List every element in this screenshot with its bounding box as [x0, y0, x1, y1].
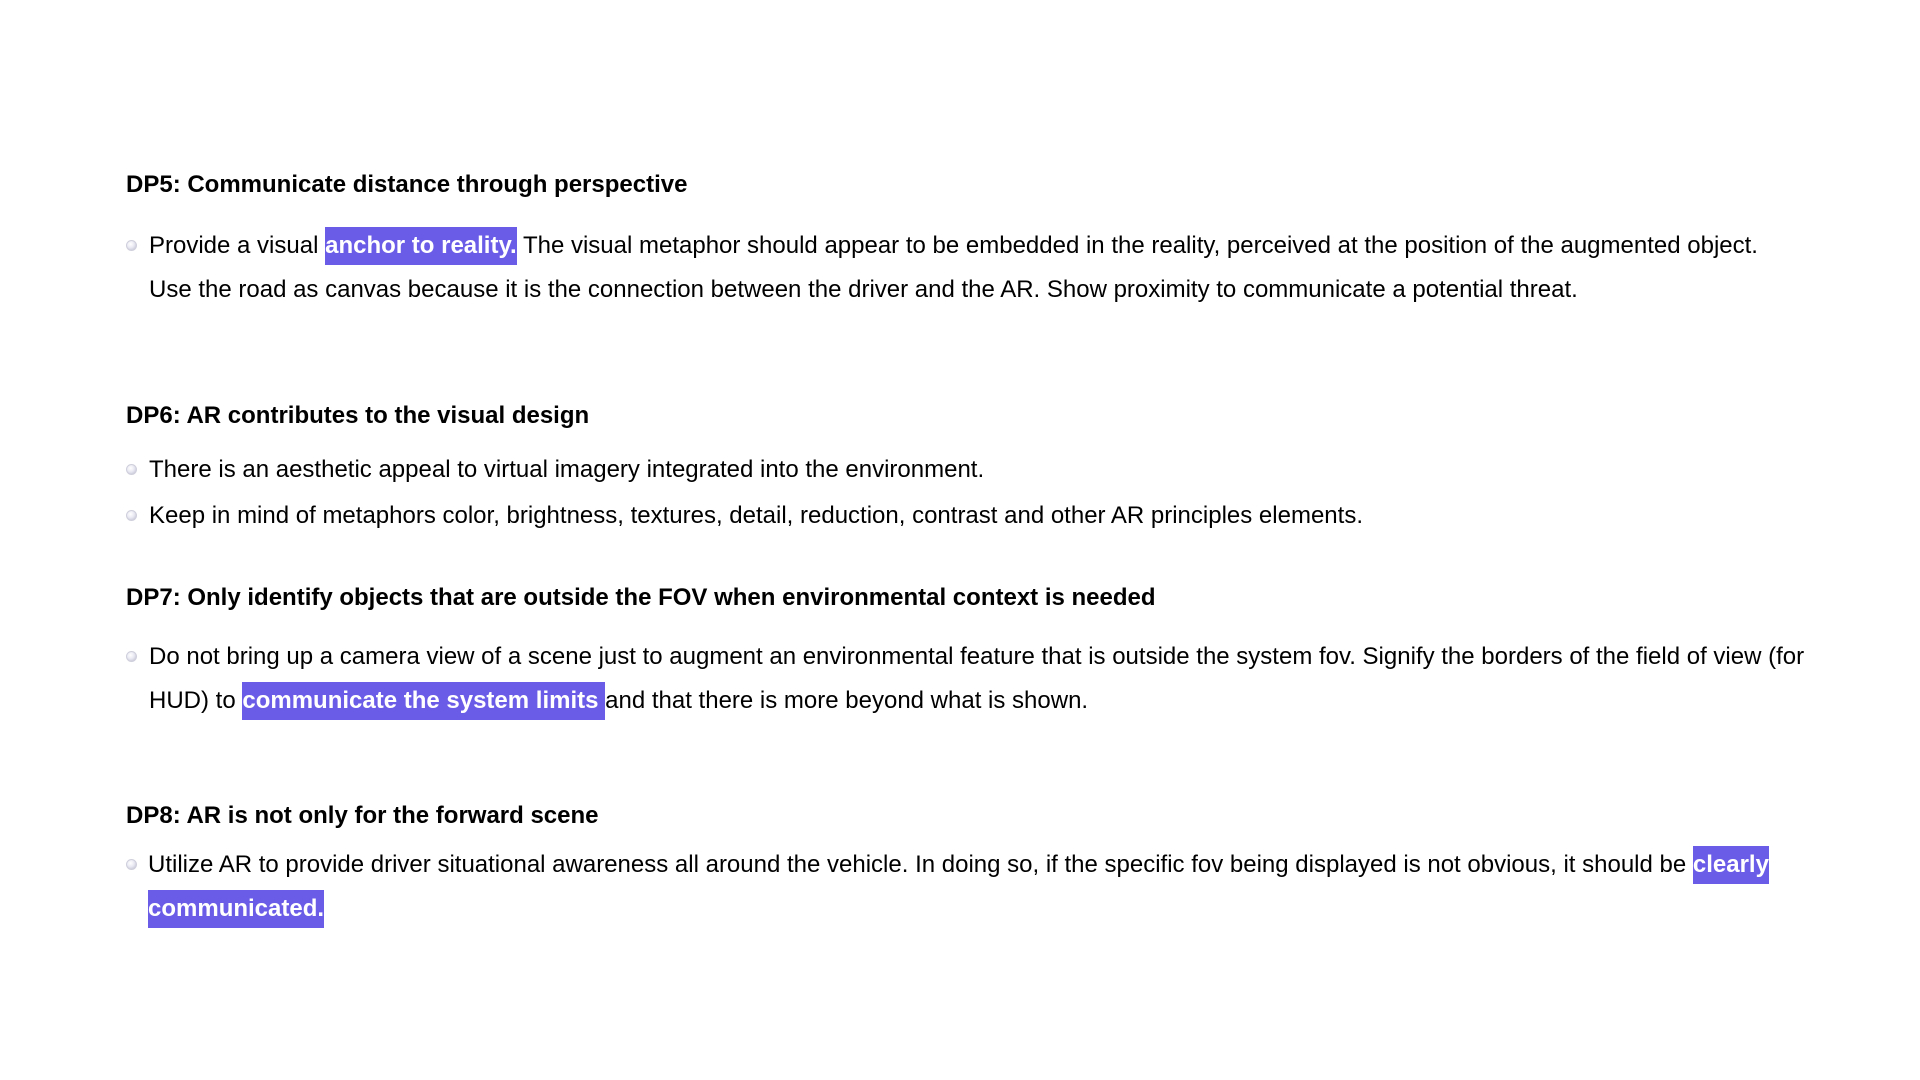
- section-dp8: [126, 801, 1806, 931]
- bullet-list: [126, 447, 1806, 539]
- highlighted-text: communicate the system limits: [242, 682, 605, 720]
- section-heading: DP7: Only identify objects that are outside the FOV when environmental context is needed: [126, 584, 1156, 611]
- list-item: [126, 224, 1806, 312]
- section-heading: DP5: Communicate distance through perspective: [126, 171, 688, 198]
- bullet-icon: [126, 651, 137, 662]
- list-item: [126, 447, 1806, 493]
- bullet-text: Do not bring up a camera view of a scene just to augment an environmental feature that is outside the system fov. Signify the borders of the field of view (for HUD) to: [149, 643, 1805, 714]
- bullet-list: [126, 843, 1806, 931]
- bullet-icon: [126, 859, 137, 870]
- list-item: [126, 635, 1806, 723]
- bullet-list: [126, 635, 1806, 723]
- bullet-text: There is an aesthetic appeal to virtual imagery integrated into the environment.: [149, 456, 985, 483]
- bullet-text: Keep in mind of metaphors color, brightness, textures, detail, reduction, contrast and other AR principles elements.: [149, 502, 1363, 529]
- bullet-text: Provide a visual: [149, 232, 326, 259]
- section-dp7: [126, 583, 1806, 723]
- list-item: [126, 843, 1806, 931]
- section-dp6: [126, 401, 1806, 539]
- list-item: [126, 493, 1806, 539]
- bullet-icon: [126, 240, 137, 251]
- bullet-text: The visual metaphor should appear to be embedded in the reality, perceived at the position of the augmented object. Use the road as canvas because it is the connection between the driver and the AR. Show proximity to communicate a potential threat.: [149, 232, 1758, 303]
- highlighted-text: anchor to reality.: [325, 227, 517, 265]
- section-dp5: [126, 170, 1806, 312]
- bullet-list: [126, 224, 1806, 312]
- section-heading: DP6: AR contributes to the visual design: [126, 402, 590, 429]
- bullet-text: Utilize AR to provide driver situational awareness all around the vehicle. In doing so, if the specific fov being displayed is not obvious, it should be: [148, 851, 1693, 878]
- bullet-icon: [126, 464, 137, 475]
- bullet-icon: [126, 510, 137, 521]
- bullet-text: and that there is more beyond what is shown.: [605, 687, 1089, 714]
- highlighted-text: clearly communicated.: [148, 846, 1769, 928]
- section-heading: DP8: AR is not only for the forward scene: [126, 802, 599, 829]
